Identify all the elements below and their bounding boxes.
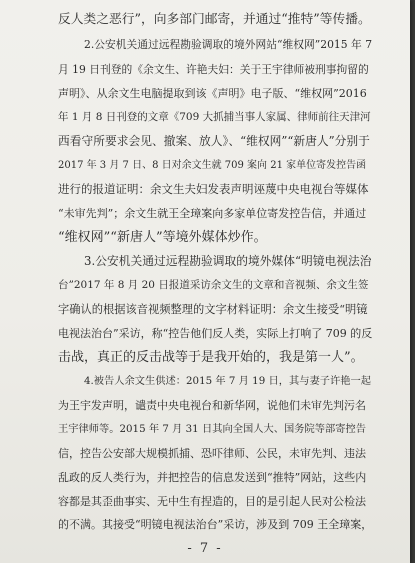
text-line: 字确认的根据该音视频整理的文字材料证明：余文生接受“明镜 [58,303,368,316]
text-line: 王宇律师等。2015 年 7 月 31 日其向全国人大、国务院等部寄控告 [58,423,366,435]
text-line: “未审先判”；余文生就王全璋案向多家单位寄发控告信，并通过 [58,207,367,220]
text-line: 台”2017 年 8 月 20 日报道采访余文生的文章和音视频、余文生签 [58,279,369,291]
text-line: “维权网”“新唐人”等境外媒体炒作。 [58,230,267,245]
text-line: 的不满。其接受“明镜电视法治台”采访，涉及到 709 王全璋案， [58,518,373,531]
text-line: 为王宇发声明，谴责中央电视台和新华网，说他们未审先判污名 [58,399,366,412]
text-line: 月 19 日刊登的《余文生、许艳夫妇：关于王宇律师被刑事拘留的 [58,63,369,76]
text-line: 信，控告公安部大规模抓捕、恐吓律师、公民，未审先判、违法 [58,447,366,460]
text-line: 西看守所要求会见、撤案、放人》、“维权网”“新唐人”分别于 [58,134,370,148]
text-line: 年 1 月 8 日刊登的文章《709 大抓捕当事人家属、律师前往天津河 [58,111,371,123]
text-line: 反人类之恶行”，向多部门邮寄，并通过“推特”等传播。 [58,12,371,27]
text-line: 容都是其歪曲事实、无中生有捏造的，目的是引起人民对公检法 [58,495,366,508]
page-number: - 7 - [187,541,223,556]
text-line: 4.被告人余文生供述：2015 年 7 月 19 日，其与妻子许艳一起 [84,375,371,387]
text-line: 2017 年 3 月 7 日、8 日对余文生就 709 案向 21 家单位寄发控告函 [58,160,367,171]
text-line: 2.公安机关通过远程勘验调取的境外网站“维权网”2015 年 7 [84,38,373,51]
text-line: 进行的报道证明：余文生夫妇发表声明诬蔑中央电视台等媒体 [58,182,369,196]
text-line: 乱政的反人类行为，并把控告的信息发送到“推特”网站，这些内 [58,471,367,484]
text-line: 3.公安机关通过远程勘验调取的境外媒体“明镜电视法治 [84,254,372,268]
text-line: 击战，真正的反击战等于是我开始的，我是第一人”。 [58,350,364,365]
text-line: 声明》、从余文生电脑提取到该《声明》电子版、“维权网”2016 [58,87,367,100]
text-line: 电视法治台”采访，称“控告他们反人类，实际上打响了 709 的反 [58,327,373,340]
